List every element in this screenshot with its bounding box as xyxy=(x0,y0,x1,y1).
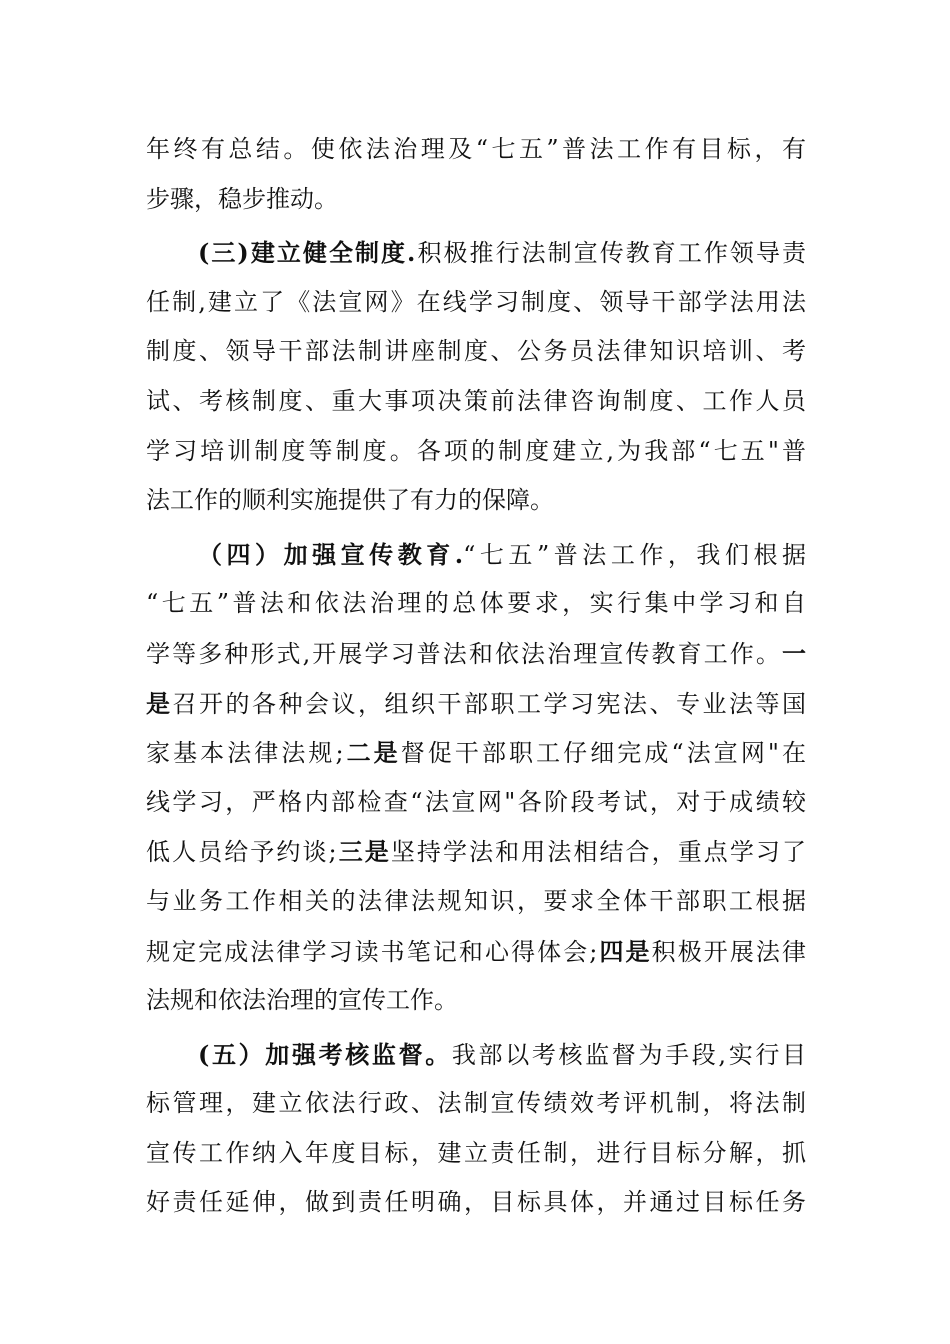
text-span: “七五”普法工作，我们根据 xyxy=(463,540,806,569)
text-line: 好责任延伸，做到责任明确，目标具体，并通过目标任务 xyxy=(146,1188,806,1217)
emphasis: 二是 xyxy=(343,738,401,768)
text-line: 学习培训制度等制度。各项的制度建立,为我部“七五"普 xyxy=(146,436,806,465)
emphasis: 三是 xyxy=(336,837,391,867)
text-span: 规定完成法律学习读书笔记和心得体会; xyxy=(146,937,598,966)
text-line: “七五”普法和依法治理的总体要求，实行集中学习和自 xyxy=(146,589,806,618)
text-span: 我部以考核监督为手段,实行目 xyxy=(451,1040,806,1069)
text-line: 步骤，稳步推动。 xyxy=(146,184,338,213)
text-span: 召开的各种会议，组织干部职工学习宪法、专业法等国 xyxy=(172,689,806,718)
section-heading: (三)建立健全制度. xyxy=(198,238,416,268)
text-line: 线学习，严格内部检查“法宣网"各阶段考试，对于成绩较 xyxy=(146,787,806,816)
text-span: 积极推行法制宣传教育工作领导责 xyxy=(415,239,806,268)
text-line: 法规和依法治理的宣传工作。 xyxy=(146,986,458,1015)
document-body xyxy=(146,125,806,1228)
text-line xyxy=(146,728,806,778)
text-line: 宣传工作纳入年度目标，建立责任制，进行目标分解，抓 xyxy=(146,1138,806,1167)
section-heading: （四）加强宣传教育. xyxy=(198,539,464,569)
text-line: 与业务工作相关的法律法规知识，要求全体干部职工根据 xyxy=(146,886,806,915)
emphasis: 一 xyxy=(782,638,806,668)
section-heading: (五）加强考核监督。 xyxy=(198,1039,452,1069)
text-line xyxy=(146,679,806,729)
text-line: 制度、领导干部法制讲座制度、公务员法律知识培训、考 xyxy=(146,337,806,366)
text-span: 积极开展法律 xyxy=(651,937,806,966)
text-line xyxy=(146,927,806,977)
text-span: 坚持学法和用法相结合，重点学习了 xyxy=(390,838,806,867)
emphasis: 四是 xyxy=(597,936,652,966)
text-line xyxy=(146,530,806,580)
text-span: 低人员给予约谈; xyxy=(146,838,337,867)
text-span: 学等多种形式,开展学习普法和依法治理宣传教育工作。 xyxy=(146,639,782,668)
text-line: 试、考核制度、重大事项决策前法律咨询制度、工作人员 xyxy=(146,386,806,415)
paragraph-establish-systems xyxy=(146,228,806,526)
text-line xyxy=(146,629,806,679)
text-line xyxy=(146,1030,806,1080)
text-line: 标管理，建立依法行政、法制宣传绩效考评机制，将法制 xyxy=(146,1089,806,1118)
text-line xyxy=(146,228,806,278)
text-line: 任制,建立了《法宣网》在线学习制度、领导干部学法用法 xyxy=(146,287,806,316)
text-line xyxy=(146,827,806,877)
emphasis: 是 xyxy=(146,688,173,718)
text-line: 法工作的顺利实施提供了有力的保障。 xyxy=(146,486,554,515)
paragraph-continuation xyxy=(146,125,806,224)
paragraph-assessment-supervision xyxy=(146,1030,806,1228)
text-span: 家基本法律法规; xyxy=(146,739,344,768)
text-line: 年终有总结。使依法治理及“七五”普法工作有目标，有 xyxy=(146,135,806,163)
paragraph-publicity-education xyxy=(146,530,806,1026)
text-span: 督促干部职工仔细完成“法宣网"在 xyxy=(400,739,806,768)
